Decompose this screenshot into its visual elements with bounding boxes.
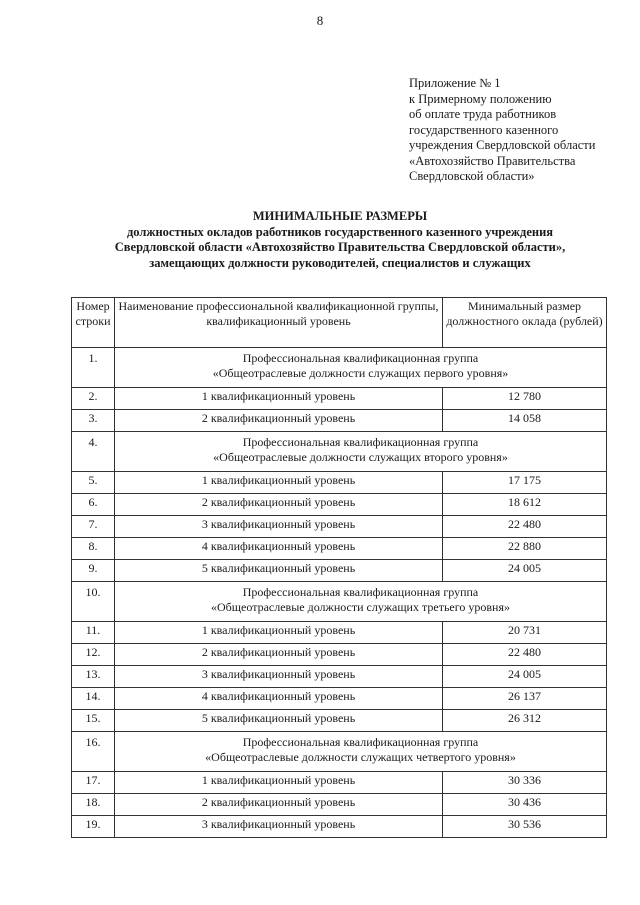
row-number: 15.	[72, 710, 115, 732]
level-name: 2 квалификационный уровень	[115, 494, 443, 516]
group-title-line: «Общеотраслевые должности служащих первого уровня»	[212, 366, 509, 380]
row-number: 12.	[72, 644, 115, 666]
group-title-line: Профессиональная квалификационная группа	[242, 585, 479, 599]
row-number: 8.	[72, 538, 115, 560]
table-row	[72, 710, 607, 732]
row-number: 14.	[72, 688, 115, 710]
group-title	[115, 432, 607, 472]
group-title	[115, 582, 607, 622]
page-number: 8	[316, 13, 324, 28]
row-number: 13.	[72, 666, 115, 688]
level-name: 5 квалификационный уровень	[115, 560, 443, 582]
table-row	[72, 410, 607, 432]
row-number: 16.	[72, 732, 115, 772]
salary-value: 24 005	[443, 666, 607, 688]
level-name: 2 квалификационный уровень	[115, 644, 443, 666]
salary-value: 20 731	[443, 622, 607, 644]
level-name: 2 квалификационный уровень	[115, 794, 443, 816]
appendix-line: «Автохозяйство Правительства	[409, 153, 576, 168]
level-name: 3 квалификационный уровень	[115, 816, 443, 838]
row-number: 5.	[72, 472, 115, 494]
title-line: Свердловской области «Автохозяйство Правительства Свердловской области»,	[114, 240, 566, 254]
level-name: 4 квалификационный уровень	[115, 538, 443, 560]
table-row	[72, 666, 607, 688]
level-name: 1 квалификационный уровень	[115, 622, 443, 644]
level-name: 3 квалификационный уровень	[115, 516, 443, 538]
row-number: 18.	[72, 794, 115, 816]
salary-value: 22 480	[443, 644, 607, 666]
row-number: 9.	[72, 560, 115, 582]
appendix-line: учреждения Свердловской области	[409, 138, 596, 152]
table-row	[72, 772, 607, 794]
salary-value: 26 137	[443, 688, 607, 710]
appendix-line: Свердловской области»	[409, 169, 535, 183]
row-number: 2.	[72, 388, 115, 410]
header-name: Наименование профессиональной квалификационной группы, квалификационный уровень	[115, 298, 443, 348]
row-number: 7.	[72, 516, 115, 538]
row-number: 3.	[72, 410, 115, 432]
group-title-line: Профессиональная квалификационная группа	[242, 351, 479, 365]
salary-value: 30 536	[443, 816, 607, 838]
group-title-line: «Общеотраслевые должности служащих четвертого уровня»	[205, 750, 516, 764]
table-row	[72, 644, 607, 666]
table-row	[72, 472, 607, 494]
appendix-line: государственного казенного	[409, 122, 559, 137]
table-row	[72, 622, 607, 644]
group-title-line: «Общеотраслевые должности служащих третьего уровня»	[211, 600, 510, 614]
table-row	[72, 494, 607, 516]
row-number: 6.	[72, 494, 115, 516]
row-number: 19.	[72, 816, 115, 838]
row-number: 11.	[72, 622, 115, 644]
group-title	[115, 732, 607, 772]
salary-value: 14 058	[443, 410, 607, 432]
table-header-row	[72, 298, 607, 348]
salary-value: 26 312	[443, 710, 607, 732]
table-row	[72, 516, 607, 538]
group-title	[115, 348, 607, 388]
header-salary: Минимальный размер должностного оклада (рублей)	[443, 298, 607, 348]
group-title-line: Профессиональная квалификационная группа	[242, 735, 479, 749]
table-row	[72, 688, 607, 710]
table-row	[72, 388, 607, 410]
row-number: 10.	[72, 582, 115, 622]
group-title-line: Профессиональная квалификационная группа	[242, 435, 479, 449]
appendix-line: к Примерному положению	[409, 91, 552, 106]
salary-value: 30 436	[443, 794, 607, 816]
group-row	[72, 582, 607, 622]
row-number: 17.	[72, 772, 115, 794]
level-name: 1 квалификационный уровень	[115, 388, 443, 410]
salary-value: 24 005	[443, 560, 607, 582]
title-line: должностных окладов работников государственного казенного учреждения	[126, 224, 554, 239]
level-name: 5 квалификационный уровень	[115, 710, 443, 732]
appendix-line: об оплате труда работников	[409, 107, 557, 121]
salary-value: 17 175	[443, 472, 607, 494]
row-number: 1.	[72, 348, 115, 388]
table-row	[72, 816, 607, 838]
group-row	[72, 348, 607, 388]
row-number: 4.	[72, 432, 115, 472]
salary-table	[71, 297, 607, 838]
level-name: 2 квалификационный уровень	[115, 410, 443, 432]
table-row	[72, 538, 607, 560]
group-row	[72, 432, 607, 472]
level-name: 1 квалификационный уровень	[115, 472, 443, 494]
table-row	[72, 794, 607, 816]
appendix-note	[409, 76, 595, 185]
level-name: 3 квалификационный уровень	[115, 666, 443, 688]
salary-value: 12 780	[443, 388, 607, 410]
group-row	[72, 732, 607, 772]
salary-value: 22 880	[443, 538, 607, 560]
document-title	[60, 209, 620, 271]
salary-value: 22 480	[443, 516, 607, 538]
title-line: замещающих должности руководителей, специалистов и служащих	[149, 255, 531, 270]
level-name: 4 квалификационный уровень	[115, 688, 443, 710]
salary-value: 18 612	[443, 494, 607, 516]
table-row	[72, 560, 607, 582]
level-name: 1 квалификационный уровень	[115, 772, 443, 794]
salary-value: 30 336	[443, 772, 607, 794]
appendix-line: Приложение № 1	[409, 76, 501, 90]
header-num: Номер строки	[72, 298, 115, 348]
title-line: МИНИМАЛЬНЫЕ РАЗМЕРЫ	[252, 209, 428, 223]
group-title-line: «Общеотраслевые должности служащих второго уровня»	[213, 450, 508, 464]
